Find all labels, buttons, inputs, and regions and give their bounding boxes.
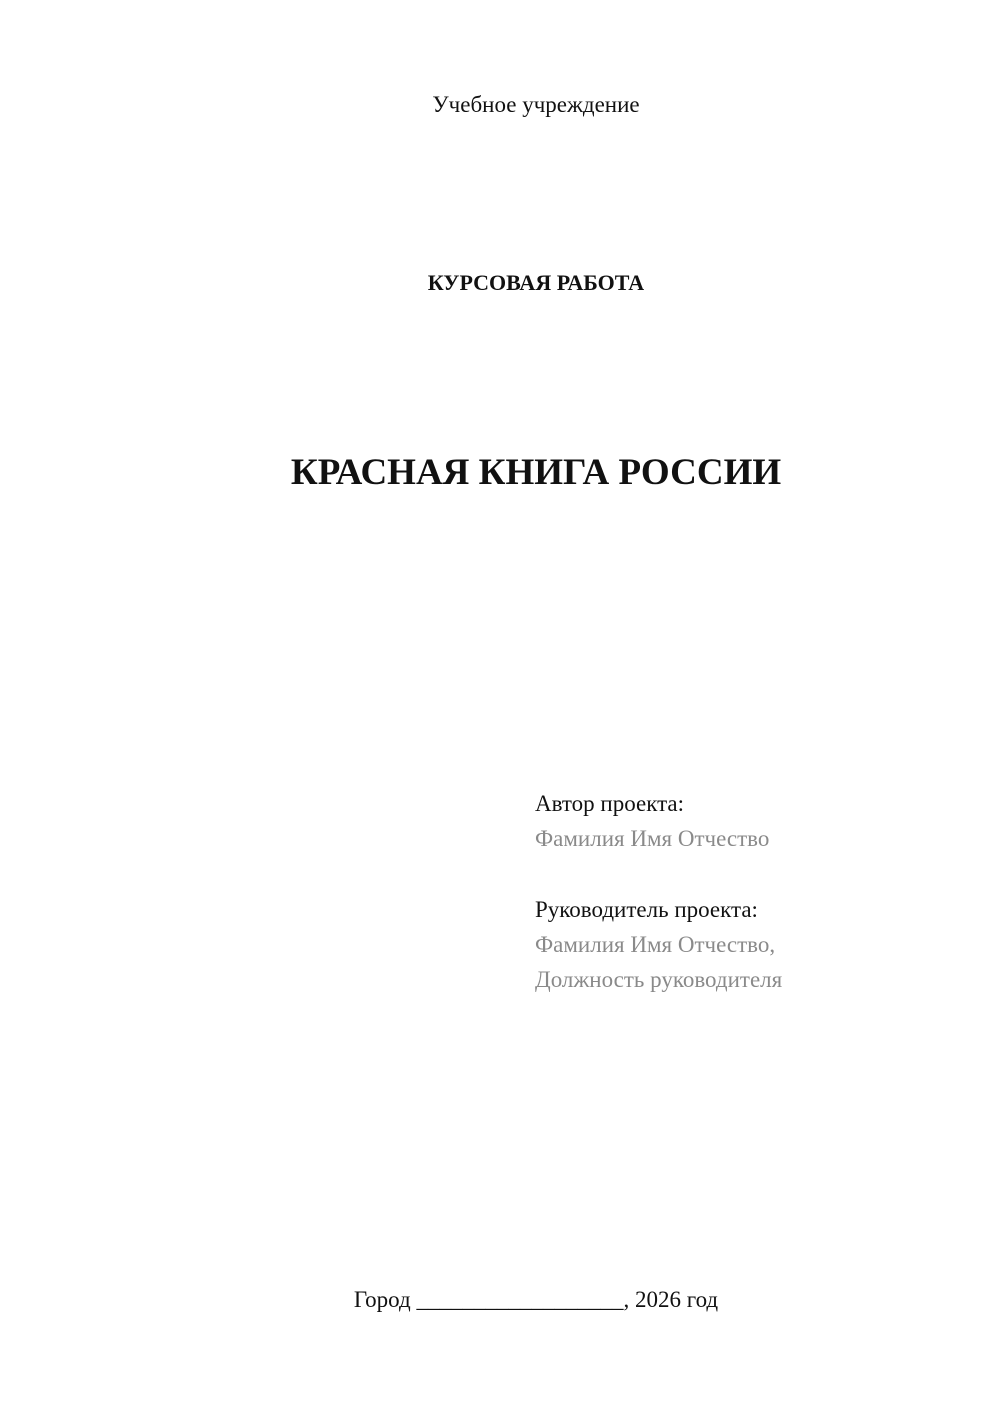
institution-name: Учебное учреждение — [432, 92, 640, 117]
city-blank-line: __________________ — [416, 1287, 624, 1312]
city-label: Город — [353, 1287, 411, 1312]
supervisor-name-placeholder: Фамилия Имя Отчество, — [535, 932, 776, 957]
supervisor-position-placeholder: Должность руководителя — [535, 967, 783, 992]
author-label: Автор проекта: — [535, 791, 684, 816]
supervisor-block — [535, 892, 782, 997]
document-type: КУРСОВАЯ РАБОТА — [427, 270, 645, 295]
supervisor-label: Руководитель проекта: — [535, 897, 758, 922]
document-title: КРАСНАЯ КНИГА РОССИИ — [290, 452, 782, 493]
year-text: , 2026 год — [623, 1287, 719, 1312]
author-name-placeholder: Фамилия Имя Отчество — [535, 826, 770, 851]
footer-city-year — [36, 1287, 1000, 1313]
author-block — [535, 786, 769, 856]
